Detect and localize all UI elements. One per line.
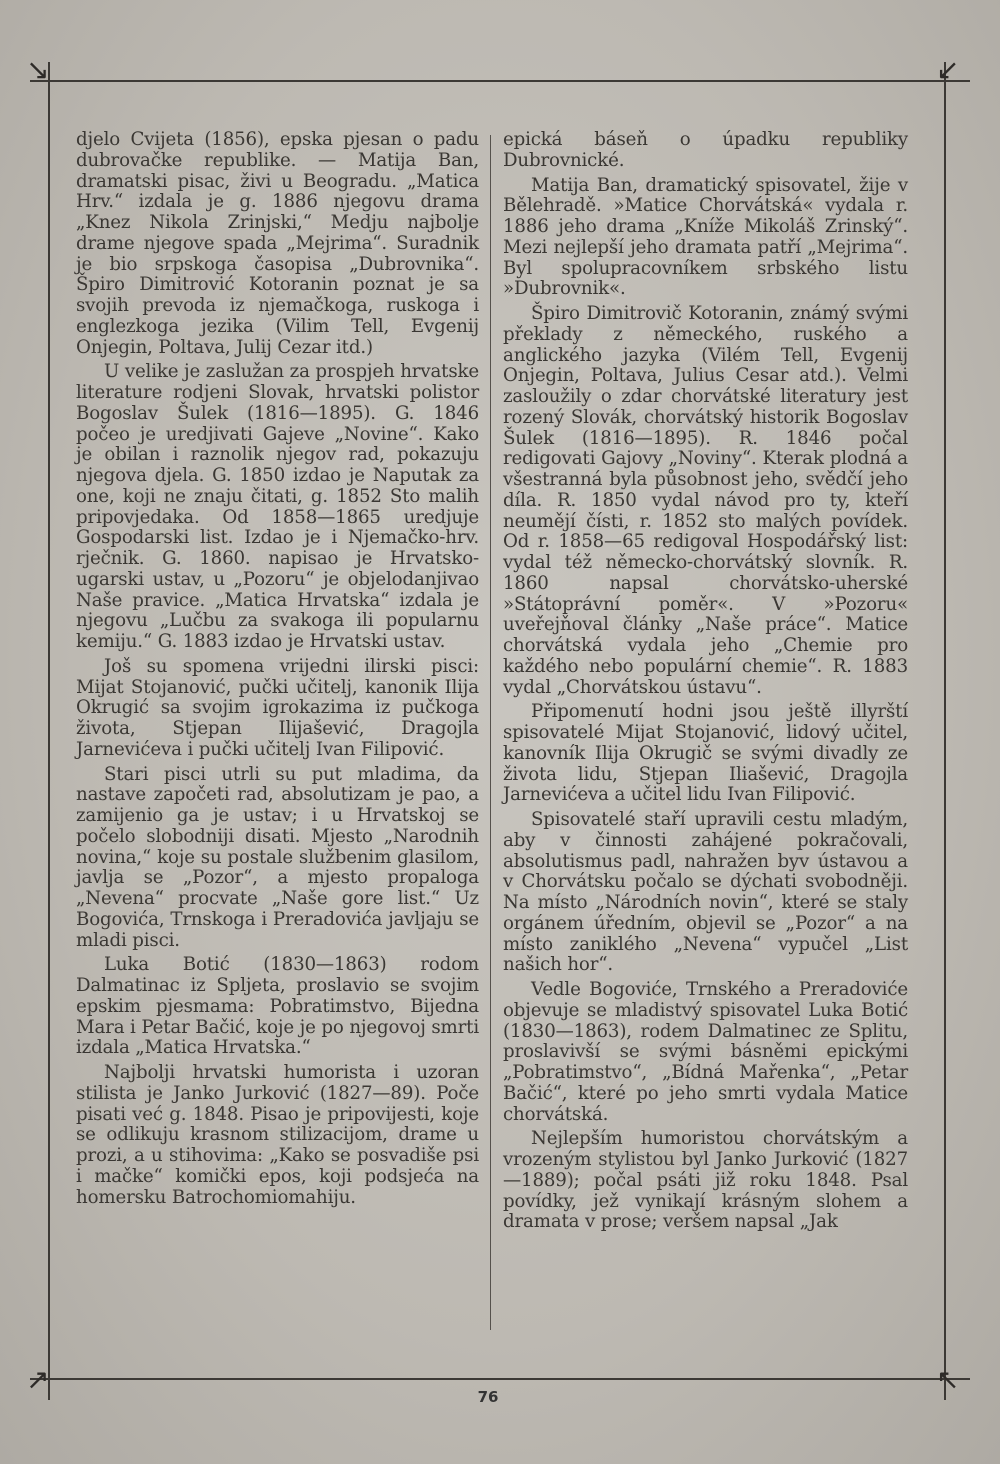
frame-top-rule: [30, 80, 970, 82]
left-column-croatian: [76, 130, 479, 1212]
paragraph: Připomenutí hodni jsou ještě illyrští spisovatelé Mijat Stojanović, lidový učitel, kanovník Ilija Okrugič se svými divadly ze života lidu, Stjepan Iliašević, Dragojla Jarnevićeva a učitel lidu Ivan Filipović.: [503, 701, 908, 806]
paragraph: epická báseň o úpadku republiky Dubrovnické.: [503, 129, 908, 171]
page-number: 76: [477, 1388, 499, 1406]
paragraph: Spisovatelé staří upravili cestu mladým, aby v činnosti zahájené pokračovali, absolutismus padl, nahražen byv ústavou a v Chorvátsku počalo se dýchati svobodněji. Na místo „Národních novin“, které se staly orgánem úředním, objevil se „Pozor“ a na místo zaniklého „Nevena“ vypučel „List našich hor“.: [503, 809, 908, 976]
frame-bottom-rule: [30, 1378, 970, 1380]
paragraph: Najbolji hrvatski humorista i uzoran stilista je Janko Jurković (1827—89). Poče pisati već g. 1848. Pisao je pripovijesti, koje se odlikuju krasnom stilizacijom, drame u prozi, a u stihovima: „Kako se posvadiše psi i mačke“ komički epos, koji podsjeća na homersku Batrochomiomahiju.: [76, 1062, 479, 1208]
paragraph: Matija Ban, dramatický spisovatel, žije v Bělehradě. »Matice Chorvátská« vydala r. 1886 jeho drama „Kníže Mikoláš Zrinský“. Mezi nejlepší jeho dramata patří „Mejrima“. Byl spolupracovníkem srbského listu »Dubrovnik«.: [503, 174, 908, 300]
right-column-czech: [503, 130, 908, 1237]
paragraph: U velike je zaslužan za prospjeh hrvatske literature rodjeni Slovak, hrvatski polistor Bogoslav Šulek (1816—1895). G. 1846 počeo je uredjivati Gajeve „Novine“. Kako je obilan i raznolik njegov rad, pokazuju njegova djela. G. 1850 izdao je Naputak za one, koji ne znaju čitati, g. 1852 Sto malih pripovjedaka. Od 1858—1865 uredjuje Gospodarski list. Izdao je i Njemačko-hrv. rječnik. G. 1860. napisao je Hrvatsko-ugarski ustav, u „Pozoru“ je objelodanjivao Naše pravice. „Matica Hrvatska“ izdala je njegovu „Lučbu za svakoga ili popularnu kemiju.“ G. 1883 izdao je Hrvatski ustav.: [76, 361, 479, 652]
paragraph: Špiro Dimitrovič Kotoranin, známý svými překlady z německého, ruského a anglického jazyka (Vilém Tell, Evgenij Onjegin, Poltava, Julius Cesar atd.). Velmi zasloužily o zdar chorvátské literatury jest rozený Slovák, chorvátský historik Bogoslav Šulek (1816—1895). R. 1846 počal redigovati Gajovy „Noviny“. Kterak plodná a všestranná byla působnost jeho, svědčí jeho díla. R. 1850 vydal návod pro ty, kteří neumějí čísti, r. 1852 sto malých povídek. Od r. 1858—65 redigoval Hospodářský list: vydal též německo-chorvátský slovník. R. 1860 napsal chorvátsko-uherské »Státoprávní poměr«. V »Pozoru« uveřejňoval články „Naše práce“. Matice chorvátská vydala jeho „Chemie pro každého nebo populární chemie“. R. 1883 vydal „Chorvátskou ústavu“.: [503, 303, 908, 698]
paragraph: Nejlepším humoristou chorvátským a vrozeným stylistou byl Janko Jurković (1827—1889); počal psáti již roku 1848. Psal povídky, jež vynikají krásným slohem a dramata v prose; veršem napsal „Jak: [503, 1128, 908, 1233]
corner-ornament-icon: ↗: [26, 1363, 50, 1396]
paragraph: Vedle Bogoviće, Trnského a Preradoviće objevuje se mladistvý spisovatel Luka Botić (1830—1863), rodem Dalmatinec ze Splitu, proslavivší se svými básněmi epickými „Pobratimstvo“, „Bídná Mařenka“, „Petar Bačić“, které po jeho smrti vydala Matice chorvátská.: [503, 979, 908, 1125]
corner-ornament-icon: ↘: [26, 53, 50, 86]
paragraph: Još su spomena vrijedni ilirski pisci: Mijat Stojanović, pučki učitelj, kanonik Ilija Okrugić sa svojim igrokazima iz pučkoga života, Stjepan Ilijašević, Dragojla Jarnevićeva i pučki učitelj Ivan Filipović.: [76, 655, 479, 760]
paragraph: Luka Botić (1830—1863) rodom Dalmatinac iz Spljeta, proslavio se svojim epskim pjesmama: Pobratimstvo, Bijedna Mara i Petar Bačić, koje je po njegovoj smrti izdala „Matica Hrvatska.“: [76, 954, 479, 1059]
column-divider: [490, 135, 491, 1330]
frame-left-rule: [48, 62, 50, 1400]
corner-ornament-icon: ↖: [936, 1363, 960, 1396]
paragraph: djelo Cvijeta (1856), epska pjesan o padu dubrovačke republike. — Matija Ban, dramatski pisac, živi u Beogradu. „Matica Hrv.“ izdala je g. 1886 njegovu drama „Knez Nikola Zrinjski,“ Medju najbolje drame njegove spada „Mejrima“. Suradnik je bio srpskoga časopisa „Dubrovnika“. Špiro Dimitrović Kotoranin poznat je sa svojih prevoda iz njemačkoga, ruskoga i englezkoga jezika (Vilim Tell, Evgenij Onjegin, Poltava, Julij Cezar itd.): [76, 129, 479, 358]
frame-right-rule: [944, 62, 946, 1400]
paragraph: Stari pisci utrli su put mladima, da nastave započeti rad, absolutizam je pao, a zamijenio ga je ustav; i u Hrvatskoj se počelo slobodniji disati. Mjesto „Narodnih novina,“ koje su postale službenim glasilom, javlja se „Pozor“, a mjesto propaloga „Nevena“ procvate „Naše gore list.“ Uz Bogovića, Trnskoga i Preradovića javljaju se mladi pisci.: [76, 763, 479, 951]
corner-ornament-icon: ↙: [936, 53, 960, 86]
